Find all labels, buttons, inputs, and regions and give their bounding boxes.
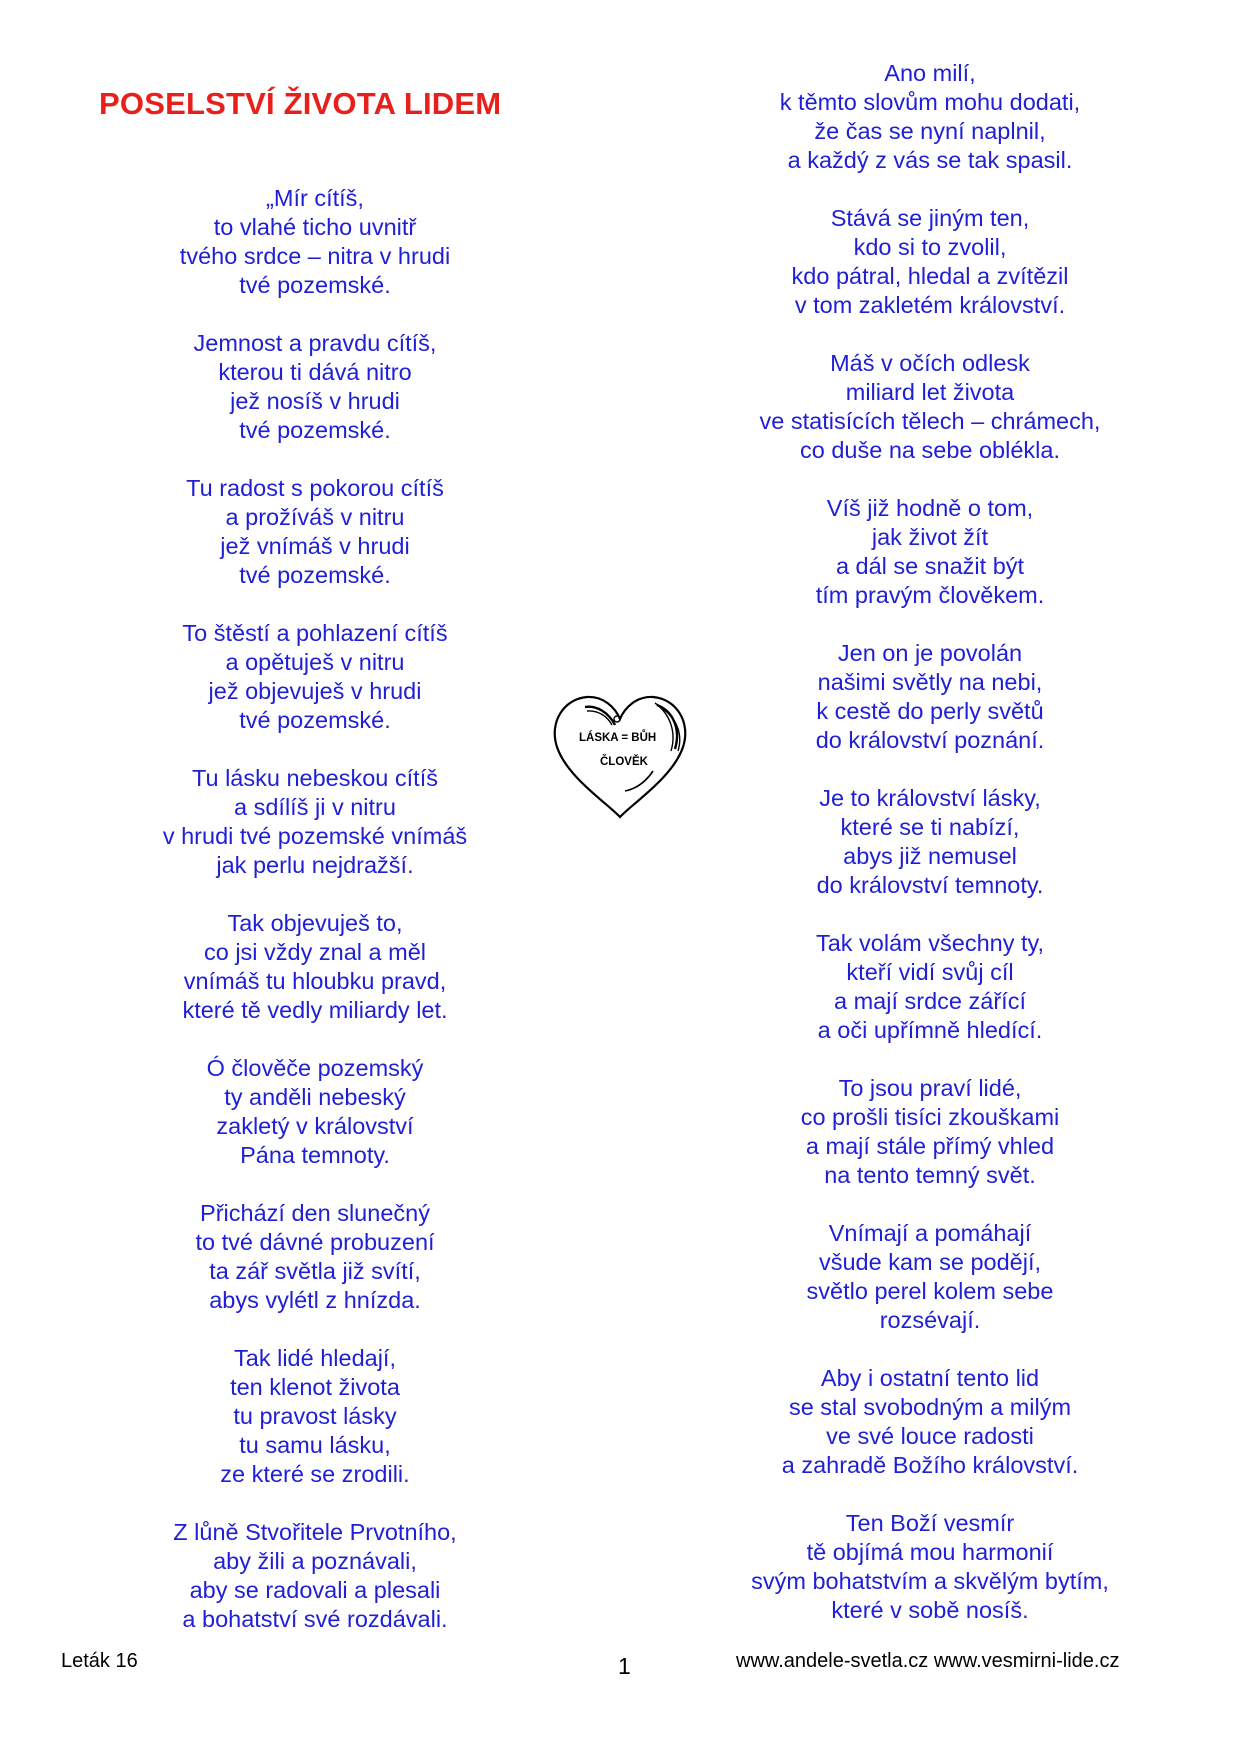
- poem-line: Stává se jiným ten,: [830, 205, 1030, 231]
- poem-line: jež nosíš v hrudi: [230, 388, 400, 414]
- stanza: [710, 1364, 1150, 1480]
- poem-line: Ano milí,: [884, 60, 976, 86]
- poem-line: Přichází den slunečný: [200, 1200, 430, 1226]
- stanza: [710, 1219, 1150, 1335]
- footer-website-links[interactable]: www.andele-svetla.cz www.vesmirni-lide.cz: [736, 1650, 1120, 1672]
- heart-icon: [545, 685, 695, 825]
- poem-line: se stal svobodným a milým: [788, 1394, 1072, 1420]
- poem-line: jež objevuješ v hrudi: [208, 678, 422, 704]
- poem-line: které tě vedly miliardy let.: [182, 997, 448, 1023]
- page-number: 1: [618, 1653, 631, 1679]
- poem-line: Víš již hodně o tom,: [826, 495, 1034, 521]
- poem-line: a prožíváš v nitru: [225, 504, 405, 530]
- poem-line: a mají srdce zářící: [834, 988, 1026, 1014]
- poem-line: tvé pozemské.: [239, 562, 391, 588]
- poem-line: našimi světly na nebi,: [817, 669, 1043, 695]
- heart-label-line1: LÁSKA = BŮH: [579, 732, 657, 744]
- poem-line: ze které se zrodili.: [220, 1461, 410, 1487]
- poem-line: jak život žít: [871, 524, 989, 550]
- stanza: [710, 639, 1150, 755]
- poem-line: k těmto slovům mohu dodati,: [779, 89, 1081, 115]
- poem-line: tu pravost lásky: [233, 1403, 397, 1429]
- poem-line: rozsévají.: [879, 1307, 981, 1333]
- stanza: [100, 184, 530, 300]
- stanza: [710, 784, 1150, 900]
- stanza: [100, 1518, 530, 1634]
- poem-line: Pána temnoty.: [240, 1142, 390, 1168]
- stanza: [100, 764, 530, 880]
- poem-line: vnímáš tu hloubku pravd,: [183, 968, 447, 994]
- poem-line: ten klenot života: [230, 1374, 400, 1400]
- poem-line: tu samu lásku,: [239, 1432, 391, 1458]
- stanza: [710, 349, 1150, 465]
- poem-line: Jen on je povolán: [837, 640, 1023, 666]
- poem-line: ve statisících tělech – chrámech,: [759, 408, 1101, 434]
- poem-line: které v sobě nosíš.: [831, 1597, 1029, 1623]
- poem-line: Tu lásku nebeskou cítíš: [191, 765, 438, 791]
- poem-line: Tak objevuješ to,: [227, 910, 403, 936]
- poem-line: a zahradě Božího království.: [781, 1452, 1079, 1478]
- poem-line: tvého srdce – nitra v hrudi: [179, 243, 451, 269]
- poem-line: jež vnímáš v hrudi: [220, 533, 410, 559]
- poem-line: „Mír cítíš,: [266, 185, 364, 211]
- poem-line: Aby i ostatní tento lid: [820, 1365, 1040, 1391]
- heart-emblem: [545, 685, 695, 825]
- poem-line: které se ti nabízí,: [840, 814, 1020, 840]
- poem-line: a sdílíš ji v nitru: [234, 794, 396, 820]
- poem-line: na tento temný svět.: [824, 1162, 1036, 1188]
- poem-line: tě objímá mou harmonií: [806, 1539, 1054, 1565]
- stanza: [710, 1509, 1150, 1625]
- poem-line: a dál se snažit být: [835, 553, 1025, 579]
- poem-line: a oči upřímně hledící.: [817, 1017, 1043, 1043]
- poem-line: kterou ti dává nitro: [218, 359, 412, 385]
- stanza: [100, 1199, 530, 1315]
- poem-line: abys vylétl z hnízda.: [209, 1287, 421, 1313]
- poem-line: To štěstí a pohlazení cítíš: [182, 620, 448, 646]
- poem-line: Ó člověče pozemský: [206, 1055, 424, 1081]
- poem-line: Tu radost s pokorou cítíš: [186, 475, 444, 501]
- poem-line: Máš v očích odlesk: [830, 350, 1030, 376]
- poem-line: ta zář světla již svítí,: [209, 1258, 421, 1284]
- poem-line: že čas se nyní naplnil,: [814, 118, 1046, 144]
- poem-line: Z lůně Stvořitele Prvotního,: [173, 1519, 457, 1545]
- poem-line: tvé pozemské.: [239, 272, 391, 298]
- poem-line: ve své louce radosti: [826, 1423, 1034, 1449]
- poem-line: to vlahé ticho uvnitř: [213, 214, 417, 240]
- poem-line: zakletý v království: [216, 1113, 414, 1139]
- right-poem-column: [710, 59, 1150, 1654]
- stanza: [100, 909, 530, 1025]
- poem-line: světlo perel kolem sebe: [806, 1278, 1054, 1304]
- footer-leaflet-number: Leták 16: [61, 1650, 138, 1672]
- poem-line: kdo si to zvolil,: [853, 234, 1007, 260]
- poem-line: kteří vidí svůj cíl: [846, 959, 1014, 985]
- poem-line: tím pravým člověkem.: [815, 582, 1045, 608]
- poem-line: Vnímají a pomáhají: [828, 1220, 1032, 1246]
- stanza: [100, 474, 530, 590]
- poem-line: co jsi vždy znal a měl: [203, 939, 427, 965]
- page-title: POSELSTVÍ ŽIVOTA LIDEM: [99, 86, 502, 121]
- poem-line: To jsou praví lidé,: [838, 1075, 1022, 1101]
- poem-line: a každý z vás se tak spasil.: [787, 147, 1073, 173]
- poem-line: v tom zakletém království.: [794, 292, 1066, 318]
- poem-line: v hrudi tvé pozemské vnímáš: [162, 823, 468, 849]
- poem-line: a opětuješ v nitru: [225, 649, 405, 675]
- stanza: [100, 1344, 530, 1489]
- poem-line: a mají stále přímý vhled: [805, 1133, 1055, 1159]
- poem-line: do království temnoty.: [816, 872, 1044, 898]
- poem-line: miliard let života: [845, 379, 1015, 405]
- stanza: [710, 204, 1150, 320]
- left-poem-column: [100, 184, 530, 1663]
- poem-line: Tak lidé hledají,: [234, 1345, 396, 1371]
- stanza: [100, 1054, 530, 1170]
- poem-line: to tvé dávné probuzení: [195, 1229, 435, 1255]
- stanza: [710, 494, 1150, 610]
- poem-line: Je to království lásky,: [819, 785, 1041, 811]
- poem-line: k cestě do perly světů: [816, 698, 1044, 724]
- poem-line: ty anděli nebeský: [224, 1084, 406, 1110]
- poem-line: co duše na sebe oblékla.: [800, 437, 1060, 463]
- poem-line: a bohatství své rozdávali.: [182, 1606, 448, 1632]
- poem-line: Ten Boží vesmír: [845, 1510, 1015, 1536]
- heart-label-line2: ČLOVĚK: [600, 756, 648, 768]
- poem-line: abys již nemusel: [843, 843, 1017, 869]
- stanza: [100, 619, 530, 735]
- poem-line: jak perlu nejdražší.: [216, 852, 414, 878]
- stanza: [710, 1074, 1150, 1190]
- stanza: [710, 59, 1150, 175]
- poem-line: všude kam se podějí,: [818, 1249, 1042, 1275]
- stanza: [710, 929, 1150, 1045]
- poem-line: aby se radovali a plesali: [189, 1577, 441, 1603]
- poem-line: Jemnost a pravdu cítíš,: [193, 330, 437, 356]
- poem-line: tvé pozemské.: [239, 417, 391, 443]
- poem-line: Tak volám všechny ty,: [815, 930, 1045, 956]
- poem-line: svým bohatstvím a skvělým bytím,: [751, 1568, 1109, 1594]
- poem-line: aby žili a poznávali,: [213, 1548, 417, 1574]
- poem-line: tvé pozemské.: [239, 707, 391, 733]
- stanza: [100, 329, 530, 445]
- poem-line: do království poznání.: [815, 727, 1045, 753]
- poem-line: kdo pátral, hledal a zvítězil: [791, 263, 1069, 289]
- poem-line: co prošli tisíci zkouškami: [800, 1104, 1060, 1130]
